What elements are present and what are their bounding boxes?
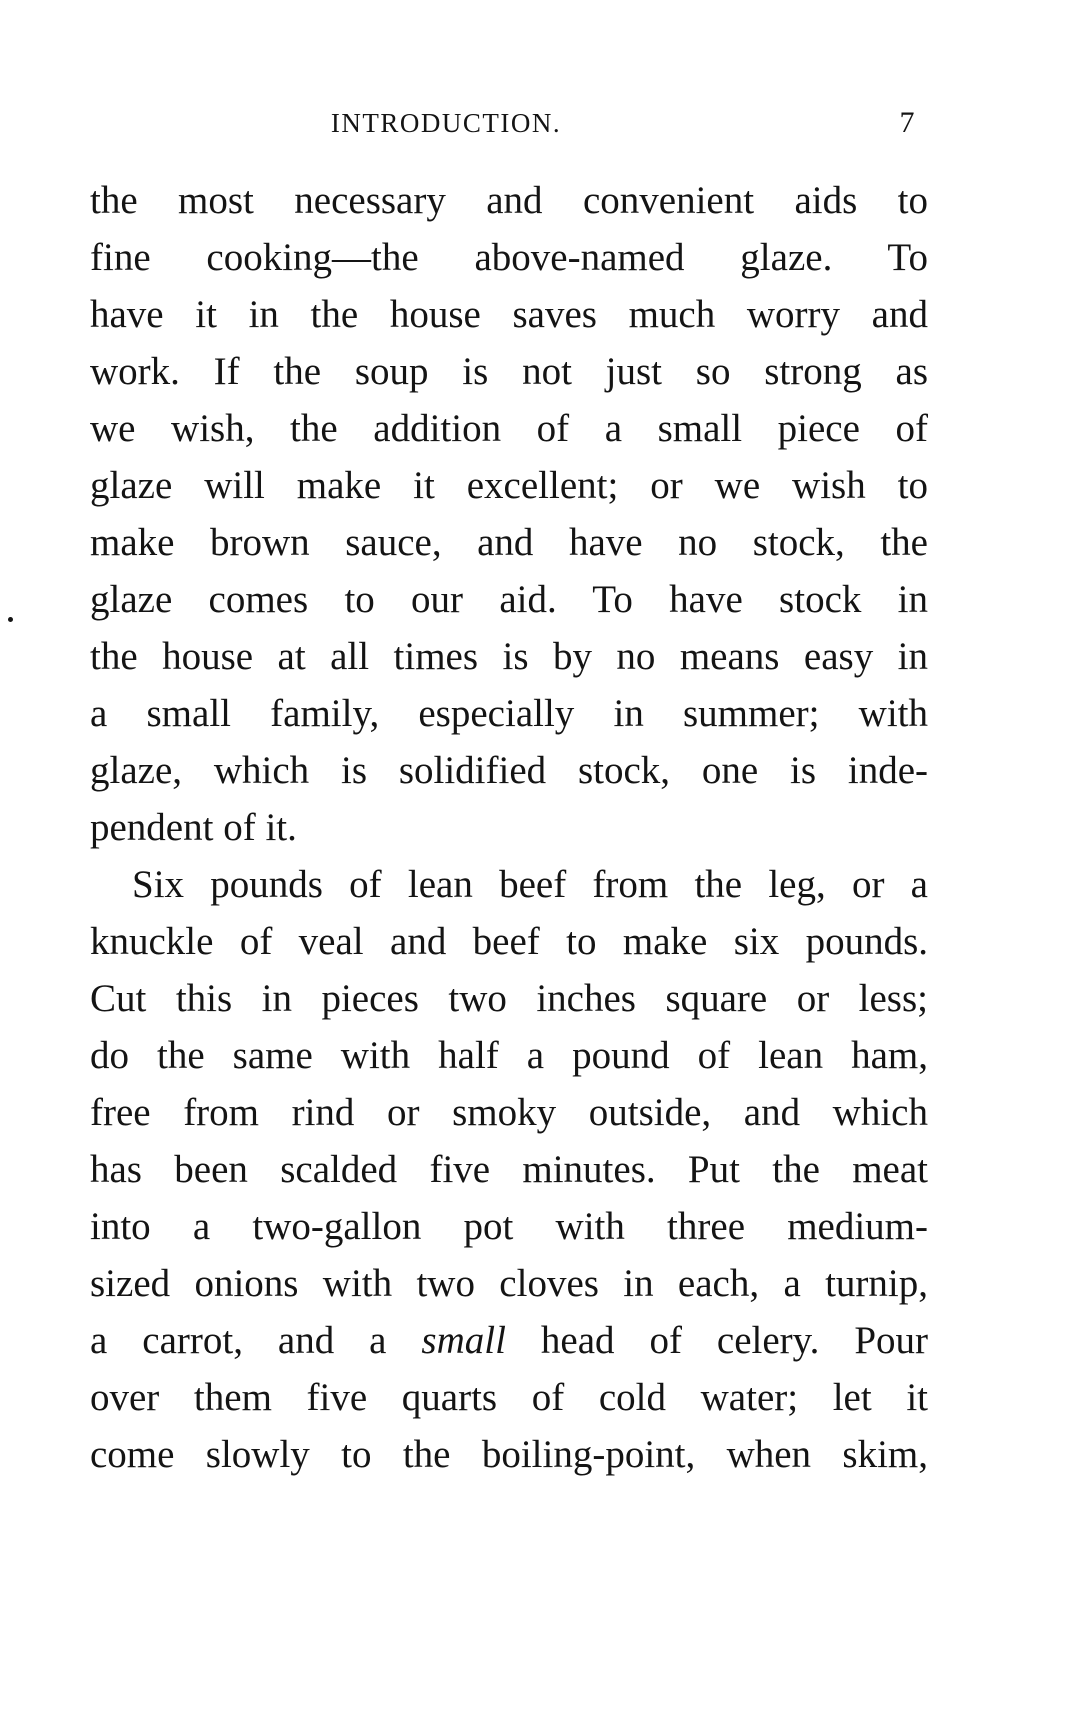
text-line: the most necessary and convenient aids to <box>90 179 928 222</box>
running-title: INTRODUCTION. <box>330 108 562 138</box>
text-line: free from rind or smoky outside, and which <box>90 1091 928 1134</box>
text-line: fine cooking—the above-named glaze. To <box>90 236 928 279</box>
text-line: into a two-gallon pot with three medium- <box>90 1205 928 1248</box>
text-segment: head of celery. Pour <box>540 1319 928 1362</box>
text-line: glaze comes to our aid. To have stock in <box>90 578 928 621</box>
text-line: the house at all times is by no means easy in <box>90 635 928 678</box>
margin-mark-icon <box>8 617 13 622</box>
text-line: come slowly to the boiling-point, when skim, <box>90 1433 928 1476</box>
text-line: has been scalded five minutes. Put the meat <box>90 1148 928 1191</box>
text-line: we wish, the addition of a small piece of <box>90 407 928 450</box>
text-line <box>90 1312 928 1369</box>
text-line: a small family, especially in summer; with <box>90 692 928 735</box>
text-line: glaze will make it excellent; or we wish to <box>90 464 928 507</box>
italic-word: small <box>421 1319 506 1362</box>
text-line: Six pounds of lean beef from the leg, or a <box>132 863 928 906</box>
text-line: sized onions with two cloves in each, a turnip, <box>90 1262 928 1305</box>
text-line: glaze, which is solidified stock, one is inde- <box>90 749 928 792</box>
text-line: pendent of it. <box>90 806 297 849</box>
text-line: do the same with half a pound of lean ham, <box>90 1034 928 1077</box>
page-number: 7 <box>899 106 916 139</box>
paragraph-1 <box>90 172 928 856</box>
body-text <box>90 172 928 1483</box>
text-segment: a carrot, and a <box>90 1319 387 1362</box>
text-line: make brown sauce, and have no stock, the <box>90 521 928 564</box>
text-line: Cut this in pieces two inches square or less; <box>90 977 928 1020</box>
paragraph-2 <box>90 856 928 1483</box>
text-line: knuckle of veal and beef to make six pounds. <box>90 920 928 963</box>
running-head <box>86 108 916 148</box>
text-line: over them five quarts of cold water; let it <box>90 1376 928 1419</box>
text-line: have it in the house saves much worry and <box>90 293 928 336</box>
text-line: work. If the soup is not just so strong as <box>90 350 928 393</box>
